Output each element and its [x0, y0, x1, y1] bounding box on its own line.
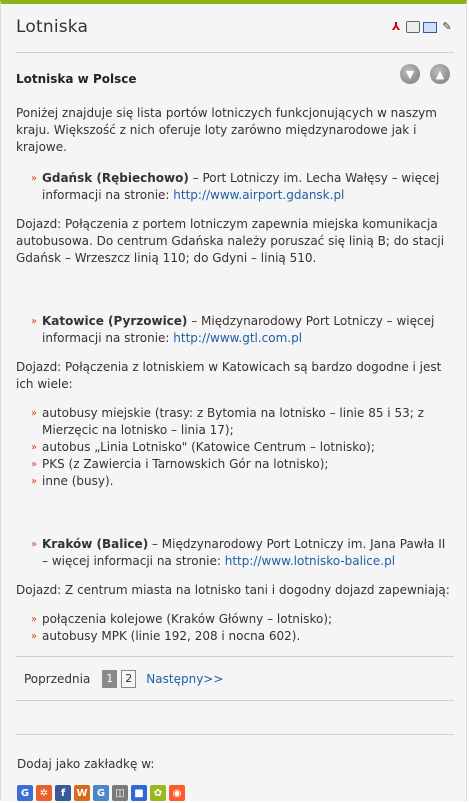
- airport-link[interactable]: http://www.airport.gdansk.pl: [173, 188, 345, 202]
- next-page-link[interactable]: Następny>>: [146, 672, 224, 686]
- facebook-icon[interactable]: f: [55, 785, 71, 801]
- pagination: [24, 670, 223, 688]
- thumbs-up-icon[interactable]: ▲: [430, 64, 450, 84]
- intro-text: Poniżej znajduje się lista portów lotniczych funkcjonujących w naszym kraju. Większość z nich oferuje loty zarówno międzynarodowe jak i krajowe.: [16, 106, 437, 154]
- google-bookmark-icon[interactable]: G: [17, 785, 33, 801]
- article-toolbar: [389, 19, 454, 33]
- airport-link[interactable]: http://www.gtl.com.pl: [173, 331, 303, 345]
- windows-live-icon[interactable]: ✲: [36, 785, 52, 801]
- airport-entry: » Kraków (Balice) – Międzynarodowy Port Lotniczy im. Jana Pawła II – więcej informacji na stronie: http://www.lotnisko-balice.pl: [16, 536, 454, 570]
- divider: [16, 700, 454, 701]
- gwar-icon[interactable]: G: [93, 785, 109, 801]
- title-row: [16, 17, 454, 43]
- blip-icon[interactable]: ◫: [112, 785, 128, 801]
- divider: [16, 52, 454, 53]
- pagination-prev: Poprzednia: [24, 672, 91, 686]
- transport-text: Dojazd: Połączenia z portem lotniczym zapewnia miejska komunikacja autobusowa. Do centrum Gdańska należy poruszać się linią B; do stacji Gdańsk – Wrzeszcz linią 110; do Gdyni – linią 510.: [16, 217, 445, 265]
- airport-link[interactable]: http://www.lotnisko-balice.pl: [224, 554, 396, 568]
- edit-icon[interactable]: ✎: [442, 19, 452, 33]
- airport-entry: » Katowice (Pyrzowice) – Międzynarodowy Port Lotniczy – więcej informacji na stronie: http://www.gtl.com.pl: [16, 313, 454, 347]
- article-body: [16, 105, 454, 645]
- article-subtitle: Lotniska w Polsce: [16, 72, 137, 86]
- list-item: » inne (busy).: [16, 473, 454, 490]
- print-icon[interactable]: [406, 21, 420, 33]
- divider: [16, 656, 454, 657]
- page-1-button[interactable]: 1: [102, 670, 117, 688]
- list-item: » PKS (z Zawiercia i Tarnowskich Gór na lotnisko);: [16, 456, 454, 473]
- transport-text: Dojazd: Połączenia z lotniskiem w Katowicach są bardzo dogodne i jest ich wiele:: [16, 360, 442, 391]
- pdf-icon[interactable]: ⅄: [391, 19, 401, 33]
- bookmark-icons: [17, 785, 185, 801]
- page-2-button[interactable]: 2: [121, 670, 136, 688]
- list-item: » autobusy miejskie (trasy: z Bytomia na lotnisko – linie 85 i 53; z Mierzęcic na lotnisko – linia 17);: [16, 405, 454, 439]
- reddit-icon[interactable]: ◉: [169, 785, 185, 801]
- delicious-icon[interactable]: ■: [131, 785, 147, 801]
- airport-entry: » Gdańsk (Rębiechowo) – Port Lotniczy im. Lecha Wałęsy – więcej informacji na stronie: http://www.airport.gdansk.pl: [16, 170, 454, 204]
- airport-name: Katowice (Pyrzowice): [42, 314, 188, 328]
- wykop-icon[interactable]: W: [74, 785, 90, 801]
- divider: [16, 734, 454, 735]
- list-item: » autobusy MPK (linie 192, 208 i nocna 602).: [16, 628, 454, 645]
- yahoo-icon[interactable]: ✿: [150, 785, 166, 801]
- transport-text: Dojazd: Z centrum miasta na lotnisko tani i dogodny dojazd zapewniają:: [16, 583, 450, 597]
- page-title: Lotniska: [16, 17, 89, 37]
- list-item: » połączenia kolejowe (Kraków Główny – lotnisko);: [16, 611, 454, 628]
- thumbs-down-icon[interactable]: ▼: [400, 64, 420, 84]
- bookmark-label: Dodaj jako zakładkę w:: [17, 757, 155, 771]
- email-icon[interactable]: [423, 22, 437, 33]
- list-item: » autobus „Linia Lotnisko" (Katowice Centrum – lotnisko);: [16, 439, 454, 456]
- airport-name: Gdańsk (Rębiechowo): [42, 171, 189, 185]
- airport-name: Kraków (Balice): [42, 537, 149, 551]
